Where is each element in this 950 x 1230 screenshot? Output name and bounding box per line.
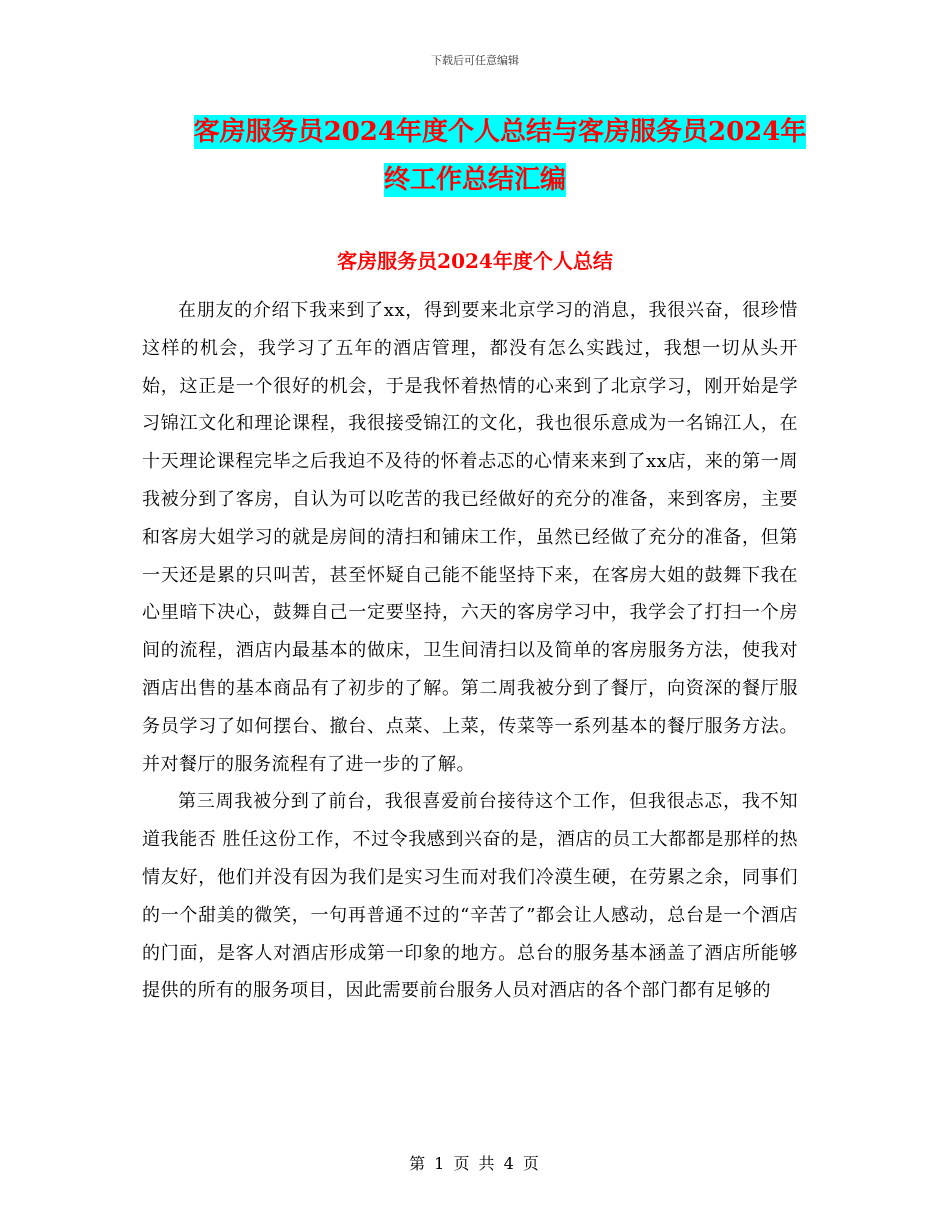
body-paragraph-2: 第三周我被分到了前台，我很喜爱前台接待这个工作，但我很忐忑，我不知道我能否 胜任这份工作，不过令我感到兴奋的是，酒店的员工大都都是那样的热情友好，他们并没有因为我们是实习生而对我们冷漠生硬，在劳累之余，同事们的一个甜美的微笑，一句再普通不过的“辛苦了”都会让人感动，总台是一个酒店的门面，是客人对酒店形成第一印象的地方。总台的服务基本涵盖了酒店所能够提供的所有的服务项目，因此需要前台服务人员对酒店的各个部门都有足够的 (142, 791, 798, 1002)
section-title: 客房服务员2024年度个人总结 (337, 249, 613, 273)
document-title-line-2: 终工作总结汇编 (383, 165, 566, 195)
header-note: 下载后可任意编辑 (431, 54, 519, 67)
document-title (0, 108, 950, 204)
body-paragraph-1: 在朋友的介绍下我来到了xx，得到要来北京学习的消息，我很兴奋，很珍惜这样的机会，我学习了五年的酒店管理，都没有怎么实践过，我想一切从头开始，这正是一个很好的机会，于是我怀着热情的心来到了北京学习，刚开始是学习锦江文化和理论课程，我很接受锦江的文化，我也很乐意成为一名锦江人，在十天理论课程完毕之后我迫不及待的怀着忐忑的心情来来到了xx店，来的第一周我被分到了客房，自认为可以吃苦的我已经做好的充分的准备，来到客房，主要和客房大姐学习的就是房间的清扫和铺床工作，虽然已经做了充分的准备，但第一天还是累的只叫苦，甚至怀疑自己能不能坚持下来，在客房大姐的鼓舞下我在心里暗下决心，鼓舞自己一定要坚持，六天的客房学习中，我学会了打扫一个房间的流程，酒店内最基本的做床，卫生间清扫以及简单的客房服务方法，使我对酒店出售的基本商品有了初步的了解。第二周我被分到了餐厅，向资深的餐厅服务员学习了如何摆台、撤台、点菜、上菜，传菜等一系列基本的餐厅服务方法。并对餐厅的服务流程有了进一步的了解。 (142, 300, 798, 775)
document-title-line-1: 客房服务员2024年度个人总结与客房服务员2024年 (193, 117, 807, 147)
document-body (142, 292, 798, 1010)
page-number-footer: 第 1 页 共 4 页 (409, 1154, 541, 1173)
